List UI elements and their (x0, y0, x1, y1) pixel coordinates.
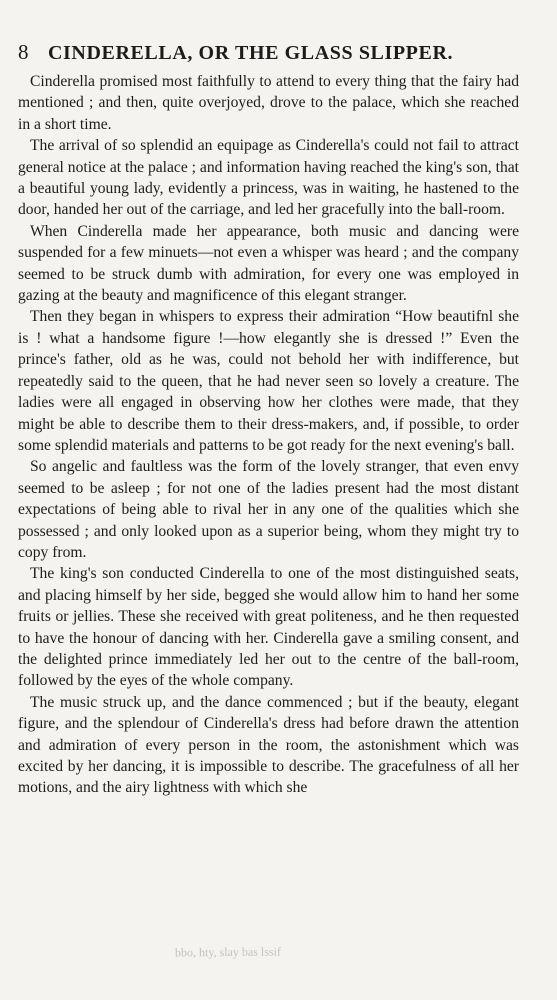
paragraph: The arrival of so splendid an equipage as Cinderella's could not fail to attract general notice at the palace ; and information having reached the king's son, that a beautiful young lady, evidently a princess, was in waiting, he hastened to the door, handed her out of the carriage, and led her gracefully into the ball-room. (18, 137, 519, 219)
page-header (18, 40, 519, 65)
paragraph: The music struck up, and the dance commenced ; but if the beauty, elegant figure, and the splendour of Cinderella's dress had before drawn the attention and admiration of every person in the room, the astonishment which was excited by her dancing, it is impossible to describe. The gracefulness of all her motions, and the airy lightness with which she (18, 693, 519, 797)
paragraph: Cinderella promised most faithfully to attend to every thing that the fairy had mentioned ; and then, quite overjoyed, drove to the palace, which she reached in a short time. (18, 73, 519, 133)
body-text (18, 71, 519, 799)
page-number: 8 (18, 40, 30, 64)
paragraph: The king's son conducted Cinderella to one of the most distinguished seats, and placing himself by her side, begged she would allow him to hand her some fruits or jellies. These she received with great politeness, and he then requested to have the honour of dancing with her. Cinderella gave a smiling consent, and the delighted prince immediately led her out to the centre of the ball-room, followed by the eyes of the whole company. (18, 565, 519, 690)
bleed-through-text: bbo, hty, slay bas lssif (174, 944, 281, 960)
paragraph: So angelic and faultless was the form of the lovely stranger, that even envy seemed to be asleep ; for not one of the ladies present had the most distant expectations of being able to rival her in any one of the qualities which she possessed ; and only looked upon as a superior being, whom they might try to copy from. (18, 458, 519, 561)
running-title: CINDERELLA, OR THE GLASS SLIPPER. (48, 42, 454, 64)
paragraph: When Cinderella made her appearance, both music and dancing were suspended for a few minuets—not even a whisper was heard ; and the company seemed to be struck dumb with admiration, for every one was employed in gazing at the beauty and magnificence of this elegant stranger. (18, 222, 519, 305)
paragraph: Then they began in whispers to express their admiration “How beautifnl she is ! what a handsome figure !—how elegantly she is dressed !” Even the prince's father, old as he was, could not behold her with indifference, but repeatedly said to the queen, that he had never seen so lovely a creature. The ladies were all engaged in observing how her clothes were made, that they might be able to describe them to their dress-makers, and, if possible, to order some splendid materials and patterns to be got ready for the next evening's ball. (18, 308, 519, 454)
